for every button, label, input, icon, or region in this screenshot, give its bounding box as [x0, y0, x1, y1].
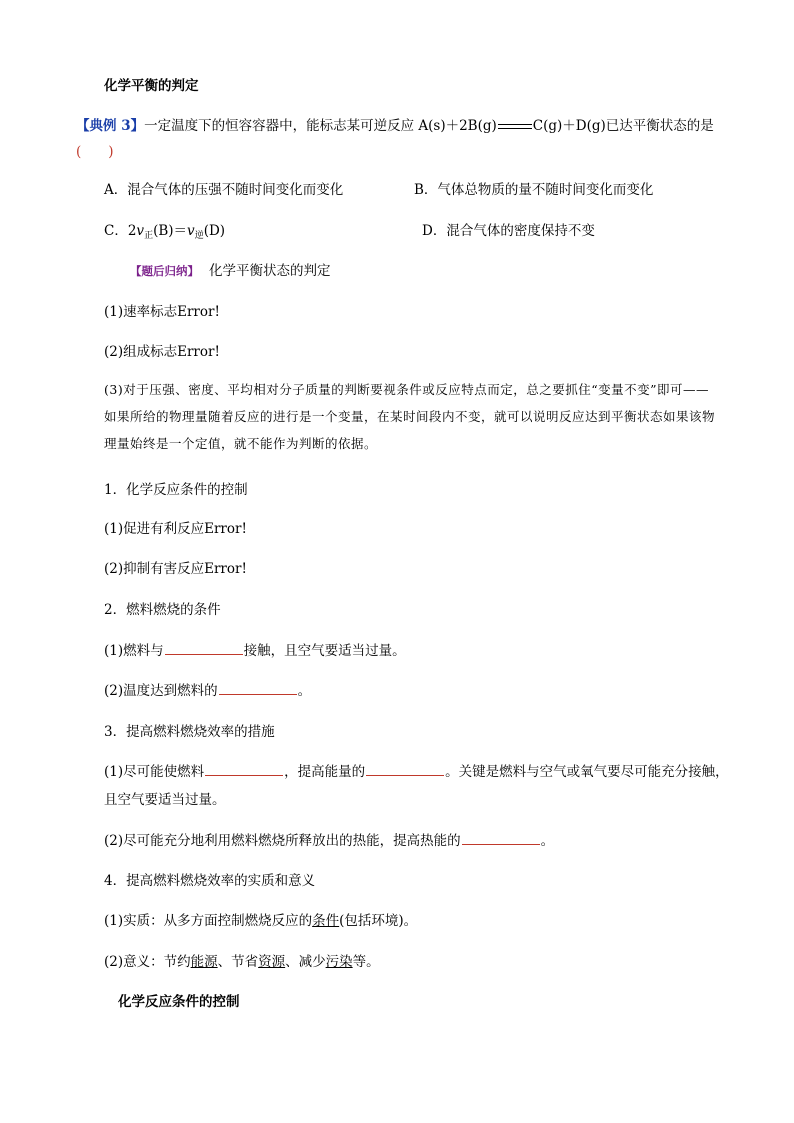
section-2-item-1-before: (1)燃料与 [104, 643, 164, 659]
section-3-item-2-after: 。 [540, 833, 555, 849]
example-stem-after: C(g)＋D(g)已达平衡状态的是 [532, 118, 714, 134]
section-4-item-2-mid-2: 、减少 [285, 954, 326, 970]
summary-tag: 【题后归纳】 [130, 264, 199, 278]
section-2-item-1-after: 接触，且空气要适当过量。 [243, 643, 406, 659]
heading-equilibrium: 化学平衡的判定 [104, 78, 199, 94]
option-c-sub2: 逆 [194, 231, 204, 241]
example-stem [76, 117, 714, 135]
section-1-item-1: (1)促进有利反应Error! [104, 521, 247, 537]
summary-item-2: (2)组成标志Error! [104, 344, 220, 360]
fill-blank[interactable] [205, 763, 283, 776]
section-3-title: 3．提高燃料燃烧效率的措施 [104, 724, 275, 740]
fill-blank[interactable] [366, 763, 444, 776]
section-4-item-2-underlined-2: 资源 [258, 954, 286, 970]
section-4-item-2 [104, 953, 380, 971]
section-1-item-2: (2)抑制有害反应Error! [104, 561, 247, 577]
section-3-item-1-c: 。关键是燃料与空气或氧气要尽可能充分接触， [445, 764, 729, 780]
summary-item-3: (3)对于压强、密度、平均相对分子质量的判断要视条件或反应特点而定，总之要抓住“变量不变”即可——如果所给的物理量随着反应的进行是一个变量，在某时间段内不变，就可以说明反应达到平衡状态如果该物理量始终是一个定值，就不能作为判断的依据。 [104, 382, 716, 451]
example-stem-before: 一定温度下的恒容容器中，能标志某可逆反应 A(s)＋2B(g) [144, 118, 497, 134]
section-4-title: 4．提高燃料燃烧效率的实质和意义 [104, 873, 316, 889]
section-2-item-2 [104, 682, 311, 700]
option-c-end: (D) [203, 223, 226, 239]
section-4-item-2-mid-1: 、节省 [217, 954, 259, 970]
option-c-prefix: C．2 [104, 223, 137, 239]
section-3-item-1-a: (1)尽可能使燃料 [104, 764, 205, 780]
section-2-title: 2．燃料燃烧的条件 [104, 602, 221, 618]
section-2-item-1 [104, 642, 406, 660]
section-2-item-2-after: 。 [297, 683, 312, 699]
section-4-item-1-underlined: 条件 [312, 913, 340, 929]
summary-item-1: (1)速率标志Error! [104, 304, 220, 320]
section-2-item-2-before: (2)温度达到燃料的 [104, 683, 218, 699]
fill-blank[interactable] [462, 832, 540, 845]
section-3-item-1-b: ，提高能量的 [284, 764, 366, 780]
summary-heading [130, 262, 331, 280]
section-4-item-1 [104, 912, 417, 930]
option-c-v1: v [136, 223, 145, 239]
answer-paren: ( ) [76, 144, 114, 160]
section-4-item-1-after: (包括环境)。 [339, 913, 418, 929]
section-3-item-2-before: (2)尽可能充分地利用燃料燃烧所释放出的热能，提高热能的 [104, 833, 461, 849]
section-3-item-1-cont: 且空气要适当过量。 [104, 792, 226, 808]
option-d: D．混合气体的密度保持不变 [422, 223, 595, 239]
option-c-mid: (B)＝ [153, 223, 188, 239]
example-tag: 【典例 3】 [76, 118, 145, 134]
section-4-item-2-underlined-1: 能源 [190, 954, 218, 970]
section-4-item-2-after: 等。 [352, 954, 380, 970]
heading-control: 化学反应条件的控制 [118, 994, 240, 1010]
summary-title: 化学平衡状态的判定 [209, 263, 331, 279]
option-c [104, 222, 225, 245]
section-4-item-2-underlined-3: 污染 [325, 954, 353, 970]
section-3-item-2 [104, 832, 554, 850]
section-4-item-1-before: (1)实质：从多方面控制燃烧反应的 [104, 913, 313, 929]
option-b: B．气体总物质的量不随时间变化而变化 [414, 182, 654, 198]
section-4-item-2-before: (2)意义：节约 [104, 954, 191, 970]
section-3-item-1 [104, 763, 729, 781]
section-1-title: 1．化学反应条件的控制 [104, 482, 248, 498]
option-c-sub1: 正 [144, 231, 154, 241]
fill-blank[interactable] [165, 642, 243, 655]
option-c-v2: v [187, 223, 195, 239]
fill-blank[interactable] [219, 682, 297, 695]
option-a: A．混合气体的压强不随时间变化而变化 [104, 182, 344, 198]
equilibrium-arrow-icon [498, 123, 532, 131]
